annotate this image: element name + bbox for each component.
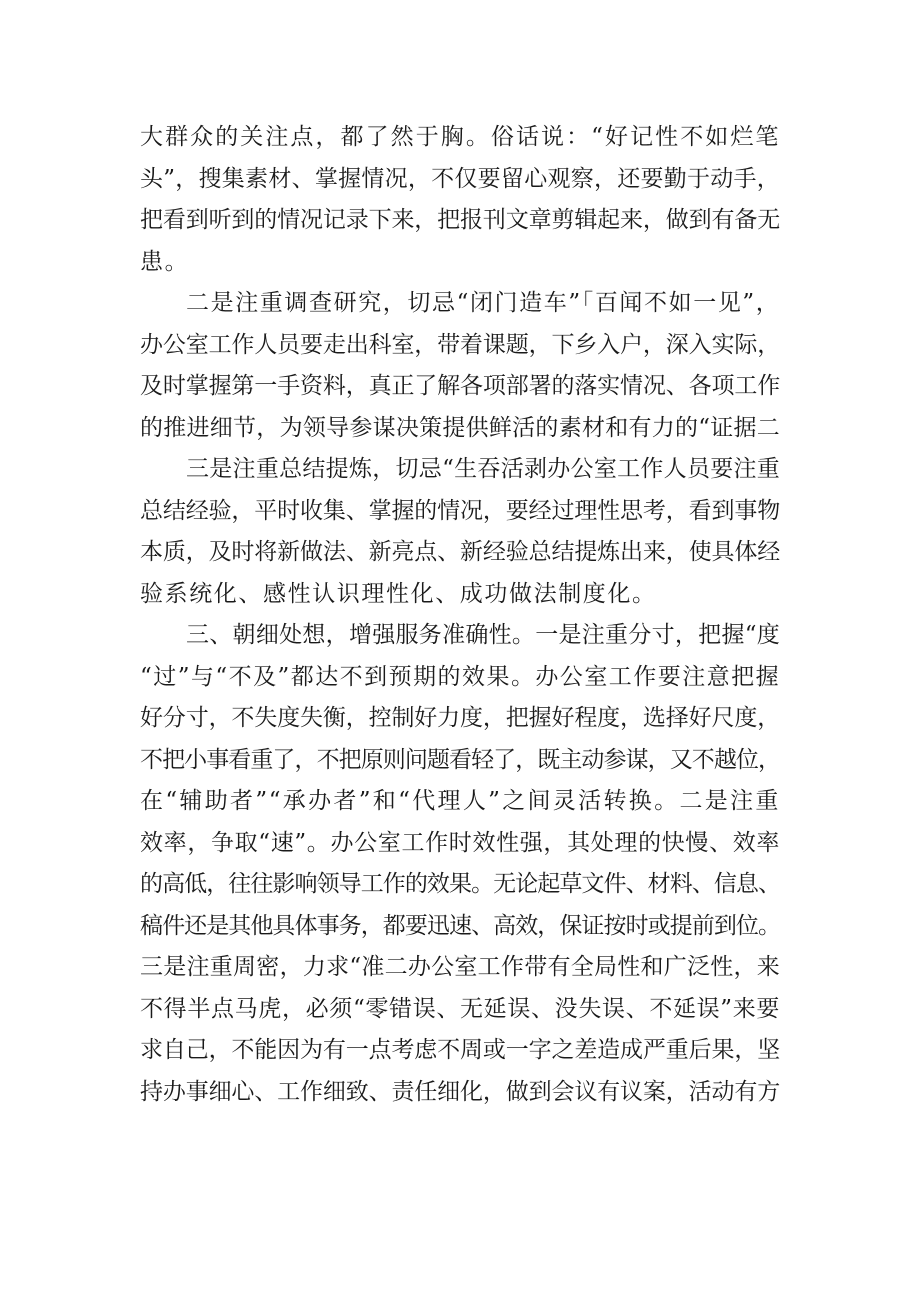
- text-line: 把看到听到的情况记录下来，把报刊文章剪辑起来，做到有备无: [140, 207, 780, 233]
- text-line: 总结经验，平时收集、掌握的情况，要经过理性思考，看到事物: [140, 497, 780, 524]
- text-line: 本质，及时将新做法、新亮点、新经验总结提炼出来，使具体经: [140, 539, 780, 565]
- text-line: 的推进细节，为领导参谋决策提供鲜活的素材和有力的“证据二: [140, 414, 780, 441]
- text-line: 在“辅助者”“承办者”和“代理人”之间灵活转换。二是注重: [140, 788, 780, 814]
- text-line: 头”，搜集素材、掌握情况，不仅要留心观察，还要勤于动手，: [140, 165, 780, 192]
- text-line: 持办事细心、工作细致、责任细化，做到会议有议案，活动有方: [140, 1078, 780, 1105]
- text-line: 三是注重周密，力求“准二办公室工作带有全局性和广泛性，来: [140, 954, 780, 980]
- text-line: 患。: [140, 248, 190, 275]
- text-line: 求自己，不能因为有一点考虑不周或一字之差造成严重后果，坚: [140, 1037, 780, 1063]
- text-line: 大群众的关注点，都了然于胸。俗话说：“好记性不如烂笔: [140, 124, 780, 150]
- text-line: 不把小事看重了，不把原则问题看轻了，既主动参谋，又不越位，: [140, 746, 780, 773]
- text-line: 稿件还是其他具体事务，都要迅速、高效，保证按时或提前到位。: [140, 912, 780, 939]
- text-line: 好分寸，不失度失衡，控制好力度，把握好程度，选择好尺度，: [140, 705, 780, 731]
- body-text: [140, 117, 780, 1113]
- text-line: 二是注重调查研究，切忌“闭门造车”「百闻不如一见”，: [186, 290, 781, 316]
- text-line: 验系统化、感性认识理性化、成功做法制度化。: [140, 580, 657, 607]
- text-line: 的高低，往往影响领导工作的效果。无论起草文件、材料、信息、: [140, 871, 780, 897]
- text-line: 不得半点马虎，必须“零错误、无延误、没失误、不延误”来要: [140, 995, 780, 1022]
- text-line: 三是注重总结提炼，切忌“生吞活剥办公室工作人员要注重: [186, 456, 780, 482]
- text-line: 及时掌握第一手资料，真正了解各项部署的落实情况、各项工作: [140, 373, 780, 399]
- text-line: 效率，争取“速”。办公室工作时效性强，其处理的快慢、效率: [140, 829, 780, 856]
- text-line: “过”与“不及”都达不到预期的效果。办公室工作要注意把握: [140, 663, 780, 690]
- text-line: 办公室工作人员要走出科室，带着课题，下乡入户，深入实际，: [140, 331, 780, 358]
- text-line: 三、朝细处想，增强服务准确性。一是注重分寸，把握“度: [186, 622, 780, 648]
